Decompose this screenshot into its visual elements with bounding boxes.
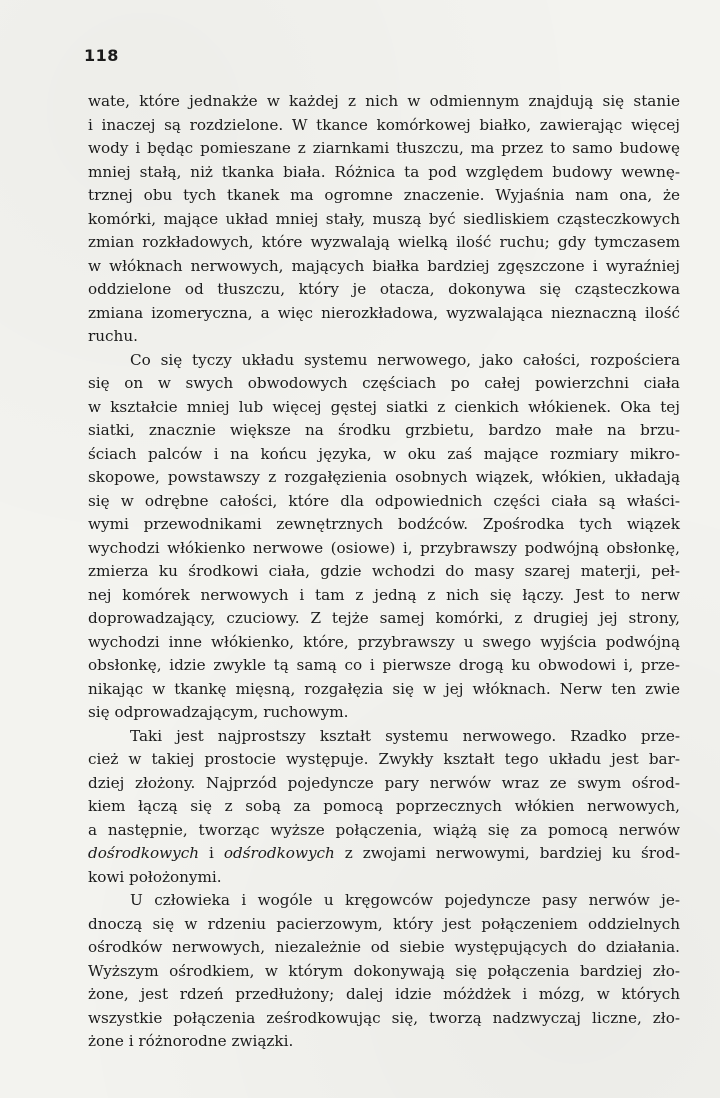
text-line: trznej obu tych tkanek ma ogromne znaczenie. Wyjaśnia nam ona, że bbox=[88, 186, 680, 204]
text-line: ośrodków nerwowych, niezależnie od siebie występujących do działania. bbox=[88, 938, 680, 956]
body-text bbox=[88, 90, 680, 1054]
text-line: wate, które jednakże w każdej z nich w odmiennym znajdują się stanie bbox=[88, 92, 680, 110]
text-line: a następnie, tworząc wyższe połączenia, wiążą się za pomocą nerwów bbox=[88, 820, 680, 839]
text-line: ściach palców i na końcu języka, w oku zaś mające rozmiary mikro- bbox=[88, 444, 680, 463]
text-line bbox=[88, 842, 680, 866]
text-line: obsłonkę, idzie zwykle tą samą co i pierwsze drogą ku obwodowi i, prze- bbox=[88, 656, 680, 674]
text-line: nej komórek nerwowych i tam z jedną z nich się łączy. Jest to nerw bbox=[88, 585, 680, 604]
text-line: cież w takiej prostocie występuje. Zwykły kształt tego układu jest bar- bbox=[88, 750, 680, 768]
text-line: w kształcie mniej lub więcej gęstej siatki z cienkich włókienek. Oka tej bbox=[88, 397, 680, 416]
text-line: zmian rozkładowych, które wyzwalają wielką ilość ruchu; gdy tymczasem bbox=[88, 233, 680, 251]
text-segment: z zwojami nerwowymi, bardziej ku środ- bbox=[334, 844, 681, 862]
text-line: dziej złożony. Najprzód pojedyncze pary nerwów wraz ze swym ośrod- bbox=[88, 773, 680, 792]
text-line: dnoczą się w rdzeniu pacierzowym, który jest połączeniem oddzielnych bbox=[88, 914, 680, 933]
text-line: wody i będąc pomieszane z ziarnkami tłuszczu, ma przez to samo budowę bbox=[88, 139, 680, 157]
text-line: się on w swych obwodowych częściach po całej powierzchni ciała bbox=[88, 374, 680, 392]
text-line: i inaczej są rozdzielone. W tkance komórkowej białko, zawierając więcej bbox=[88, 115, 680, 134]
text-line: kowi położonymi. bbox=[88, 867, 222, 886]
text-line: skopowe, powstawszy z rozgałęzienia osobnych wiązek, włókien, układają bbox=[88, 468, 680, 486]
text-line: Taki jest najprostszy kształt systemu nerwowego. Rzadko prze- bbox=[130, 726, 680, 745]
text-line: zmierza ku środkowi ciała, gdzie wchodzi do masy szarej materji, peł- bbox=[88, 562, 680, 580]
text-line: się odprowadzającym, ruchowym. bbox=[88, 703, 349, 721]
text-line: mniej stałą, niż tkanka biała. Różnica ta pod względem budowy wewnę- bbox=[88, 162, 680, 181]
text-line: wszystkie połączenia ześrodkowując się, tworzą nadzwyczaj liczne, zło- bbox=[88, 1008, 680, 1027]
text-line: siatki, znacznie większe na środku grzbietu, bardzo małe na brzu- bbox=[88, 421, 680, 439]
text-line: kiem łączą się z sobą za pomocą poprzecznych włókien nerwowych, bbox=[88, 797, 680, 815]
text-line: wymi przewodnikami zewnętrznych bodźców. Zpośrodka tych wiązek bbox=[88, 515, 680, 533]
text-line: wychodzi włókienko nerwowe (osiowe) i, przybrawszy podwójną obsłonkę, bbox=[88, 538, 680, 557]
text-line: doprowadzający, czuciowy. Z tejże samej komórki, z drugiej jej strony, bbox=[88, 609, 680, 627]
text-segment: i bbox=[199, 844, 224, 862]
text-line: zmiana izomeryczna, a więc nierozkładowa, wyzwalająca nieznaczną ilość bbox=[88, 303, 680, 322]
text-line: żone, jest rdzeń przedłużony; dalej idzie móżdżek i mózg, w których bbox=[88, 985, 680, 1003]
text-line: Co się tyczy układu systemu nerwowego, jako całości, rozpościera bbox=[130, 350, 680, 369]
italic-term: dośrodkowych bbox=[88, 844, 199, 862]
text-line: w włóknach nerwowych, mających białka bardziej zgęszczone i wyraźniej bbox=[88, 256, 680, 275]
text-line: komórki, mające układ mniej stały, muszą być siedliskiem cząsteczkowych bbox=[88, 209, 680, 228]
text-line: żone i różnorodne związki. bbox=[88, 1032, 294, 1050]
text-line: Wyższym ośrodkiem, w którym dokonywają się połączenia bardziej zło- bbox=[88, 961, 680, 980]
page-number: 118 bbox=[84, 46, 119, 65]
text-line: U człowieka i wogóle u kręgowców pojedyncze pasy nerwów je- bbox=[130, 891, 680, 909]
text-line: się w odrębne całości, które dla odpowiednich części ciała są właści- bbox=[88, 491, 680, 510]
text-line: oddzielone od tłuszczu, który je otacza, dokonywa się cząsteczkowa bbox=[88, 280, 680, 298]
text-line: ruchu. bbox=[88, 327, 138, 345]
italic-term: odśrodkowych bbox=[223, 844, 335, 862]
text-line: wychodzi inne włókienko, które, przybrawszy u swego wyjścia podwójną bbox=[88, 632, 680, 651]
text-line: nikając w tkankę mięsną, rozgałęzia się w jej włóknach. Nerw ten zwie bbox=[88, 679, 680, 698]
